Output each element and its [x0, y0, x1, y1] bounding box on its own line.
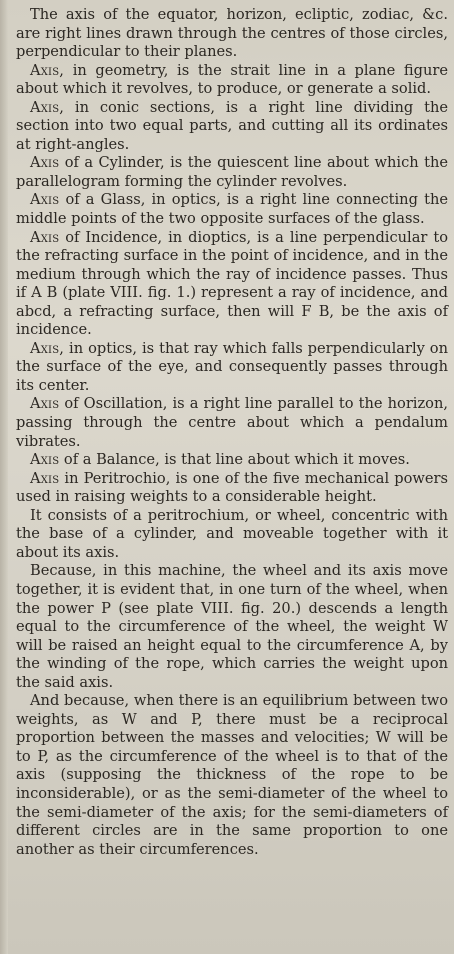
paragraph-4: Axis of a Cylinder, is the quiescent line about which the parallelogram forming the cylinder revolves.: [16, 154, 448, 190]
page-edge-shadow: [0, 0, 8, 954]
paragraph-8: Axis of Oscillation, is a right line parallel to the horizon, passing through the centre about which a pendalum vibrates.: [16, 395, 448, 450]
paragraph-1: The axis of the equator, horizon, ecliptic, zodiac, &c. are right lines drawn through the centres of those circles, perpendicular to their planes.: [16, 6, 448, 61]
paragraph-6: Axis of Incidence, in dioptics, is a line perpendicular to the refracting surface in the point of incidence, and in the medium through which the ray of incidence passes. Thus if A B (plate VIII. fig. 1.) represent a ray of incidence, and abcd, a refracting surface, then will F B, be the axis of incidence.: [16, 228, 448, 339]
paragraph-7: Axis, in optics, is that ray which falls perpendicularly on the surface of the eye, and consequently passes through its center.: [16, 339, 448, 394]
page-text: [16, 6, 448, 859]
paragraph-9: Axis of a Balance, is that line about which it moves.: [30, 451, 410, 469]
paragraph-5: Axis of a Glass, in optics, is a right line connecting the middle points of the two opposite surfaces of the glass.: [16, 191, 448, 228]
paragraph-10: Axis in Peritrochio, is one of the five mechanical powers used in raising weights to a considerable height.: [16, 469, 448, 506]
paragraph-13: And because, when there is an equilibrium between two weights, as W and P, there must be a reciprocal proportion between the masses and velocities; W will be to P, as the circumference of the wheel is to that of the axis (supposing the thickness of the rope to be inconsiderable), or as the semi-diameter of the wheel to the semi-diameter of the axis; for the semi-diameters of different circles are in the same proportion to one another as their circumferences.: [16, 692, 448, 858]
paragraph-3: Axis, in conic sections, is a right line dividing the section into two equal parts, and cutting all its ordinates at right-angles.: [16, 98, 448, 153]
paragraph-11: It consists of a peritrochium, or wheel, concentric with the base of a cylinder, and moveable together with it about its axis.: [16, 506, 448, 561]
paragraph-2: Axis, in geometry, is the strait line in a plane figure about which it revolves, to produce, or generate a solid.: [16, 61, 448, 98]
paragraph-12: Because, in this machine, the wheel and its axis move together, it is evident that, in one turn of the wheel, when the power P (see plate VIII. fig. 20.) descends a length equal to the circumference of the wheel, the weight W will be raised an height equal to the circumference A, by the winding of the rope, which carries the weight upon the said axis.: [16, 562, 448, 691]
